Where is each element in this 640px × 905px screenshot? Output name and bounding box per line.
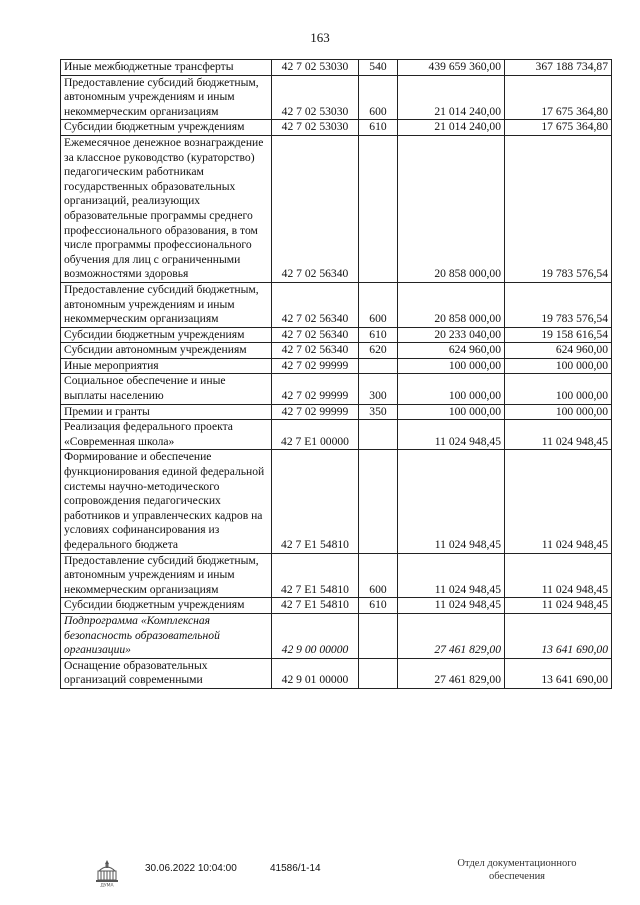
row-executed-amount-cell: 11 024 948,45 [505, 553, 612, 598]
row-code-cell: 42 7 E1 54810 [272, 553, 359, 598]
row-name-cell: Субсидии бюджетным учреждениям [61, 327, 272, 343]
row-approved-amount-cell: 20 858 000,00 [398, 135, 505, 282]
table-row [61, 60, 612, 76]
row-executed-amount-cell: 624 960,00 [505, 343, 612, 359]
row-code-cell: 42 7 E1 54810 [272, 598, 359, 614]
table-row [61, 658, 612, 688]
row-expense-type-cell: 300 [359, 374, 398, 404]
row-expense-type-cell [359, 658, 398, 688]
row-executed-amount-cell: 17 675 364,80 [505, 75, 612, 120]
table-row [61, 282, 612, 327]
row-name-cell: Оснащение образовательных организаций современными [61, 658, 272, 688]
duma-logo-icon [92, 857, 122, 887]
row-expense-type-cell: 600 [359, 553, 398, 598]
row-approved-amount-cell: 624 960,00 [398, 343, 505, 359]
row-code-cell: 42 7 02 56340 [272, 327, 359, 343]
row-expense-type-cell [359, 135, 398, 282]
table-row [61, 75, 612, 120]
row-expense-type-cell: 610 [359, 120, 398, 136]
row-name-cell: Субсидии автономным учреждениям [61, 343, 272, 359]
row-expense-type-cell: 540 [359, 60, 398, 76]
row-name-cell: Субсидии бюджетным учреждениям [61, 120, 272, 136]
document-id: 41586/1-14 [270, 863, 321, 874]
row-approved-amount-cell: 11 024 948,45 [398, 420, 505, 450]
table-row [61, 420, 612, 450]
row-name-cell: Субсидии бюджетным учреждениям [61, 598, 272, 614]
row-code-cell: 42 7 02 53030 [272, 75, 359, 120]
table-row [61, 553, 612, 598]
row-executed-amount-cell: 19 783 576,54 [505, 282, 612, 327]
row-expense-type-cell [359, 613, 398, 658]
row-expense-type-cell [359, 358, 398, 374]
row-executed-amount-cell: 19 783 576,54 [505, 135, 612, 282]
row-code-cell: 42 7 02 99999 [272, 404, 359, 420]
row-executed-amount-cell: 100 000,00 [505, 374, 612, 404]
row-executed-amount-cell: 11 024 948,45 [505, 450, 612, 553]
row-code-cell: 42 9 01 00000 [272, 658, 359, 688]
row-expense-type-cell [359, 420, 398, 450]
row-approved-amount-cell: 11 024 948,45 [398, 598, 505, 614]
row-expense-type-cell: 620 [359, 343, 398, 359]
row-name-cell: Премии и гранты [61, 404, 272, 420]
row-approved-amount-cell: 439 659 360,00 [398, 60, 505, 76]
row-code-cell: 42 9 00 00000 [272, 613, 359, 658]
row-name-cell: Ежемесячное денежное вознаграждение за классное руководство (кураторство) педагогическим работникам государственных образовательных организаций, реализующих образовательные программы среднего профессионального образования, в том числе программы профессионального обучения для лиц с ограниченными возможностями здоровья [61, 135, 272, 282]
row-code-cell: 42 7 02 99999 [272, 358, 359, 374]
table-row [61, 450, 612, 553]
row-name-cell: Предоставление субсидий бюджетным, автономным учреждениям и иным некоммерческим организациям [61, 282, 272, 327]
row-approved-amount-cell: 100 000,00 [398, 404, 505, 420]
page-number: 163 [310, 30, 330, 45]
budget-table [60, 59, 612, 689]
row-name-cell: Предоставление субсидий бюджетным, автономным учреждениям и иным некоммерческим организациям [61, 553, 272, 598]
row-approved-amount-cell: 27 461 829,00 [398, 613, 505, 658]
row-expense-type-cell: 600 [359, 282, 398, 327]
row-name-cell: Иные мероприятия [61, 358, 272, 374]
row-code-cell: 42 7 02 56340 [272, 282, 359, 327]
department-line-1: Отдел документационного [457, 858, 577, 869]
row-name-cell: Иные межбюджетные трансферты [61, 60, 272, 76]
timestamp: 30.06.2022 10:04:00 [145, 863, 237, 874]
row-name-cell: Формирование и обеспечение функционирования единой федеральной системы научно-методического сопровождения педагогических работников и управленческих кадров на условиях софинансирования из федерального бюджета [61, 450, 272, 553]
row-expense-type-cell: 610 [359, 327, 398, 343]
row-executed-amount-cell: 11 024 948,45 [505, 420, 612, 450]
row-executed-amount-cell: 19 158 616,54 [505, 327, 612, 343]
row-code-cell: 42 7 02 53030 [272, 120, 359, 136]
table-row [61, 120, 612, 136]
row-approved-amount-cell: 21 014 240,00 [398, 120, 505, 136]
row-name-cell: Предоставление субсидий бюджетным, автономным учреждениям и иным некоммерческим организациям [61, 75, 272, 120]
row-expense-type-cell [359, 450, 398, 553]
row-approved-amount-cell: 21 014 240,00 [398, 75, 505, 120]
row-approved-amount-cell: 100 000,00 [398, 374, 505, 404]
row-code-cell: 42 7 02 56340 [272, 135, 359, 282]
row-executed-amount-cell: 13 641 690,00 [505, 613, 612, 658]
row-approved-amount-cell: 27 461 829,00 [398, 658, 505, 688]
row-name-cell: Социальное обеспечение и иные выплаты населению [61, 374, 272, 404]
department-line-2: обеспечения [488, 871, 546, 882]
row-executed-amount-cell: 11 024 948,45 [505, 598, 612, 614]
department-stamp [442, 857, 592, 883]
row-name-cell: Подпрограмма «Комплексная безопасность образовательной организации» [61, 613, 272, 658]
row-executed-amount-cell: 100 000,00 [505, 358, 612, 374]
table-row [61, 374, 612, 404]
table-row [61, 343, 612, 359]
row-expense-type-cell: 350 [359, 404, 398, 420]
logo-text: ДУМА [100, 883, 114, 887]
row-approved-amount-cell: 20 233 040,00 [398, 327, 505, 343]
row-executed-amount-cell: 100 000,00 [505, 404, 612, 420]
row-code-cell: 42 7 02 53030 [272, 60, 359, 76]
row-approved-amount-cell: 11 024 948,45 [398, 450, 505, 553]
row-executed-amount-cell: 17 675 364,80 [505, 120, 612, 136]
table-row [61, 358, 612, 374]
table-row [61, 598, 612, 614]
row-approved-amount-cell: 20 858 000,00 [398, 282, 505, 327]
table-row [61, 404, 612, 420]
table-row [61, 135, 612, 282]
row-expense-type-cell: 610 [359, 598, 398, 614]
table-row [61, 327, 612, 343]
row-code-cell: 42 7 02 56340 [272, 343, 359, 359]
row-approved-amount-cell: 11 024 948,45 [398, 553, 505, 598]
row-code-cell: 42 7 02 99999 [272, 374, 359, 404]
footer [0, 857, 640, 897]
row-executed-amount-cell: 367 188 734,87 [505, 60, 612, 76]
row-name-cell: Реализация федерального проекта «Современная школа» [61, 420, 272, 450]
row-expense-type-cell: 600 [359, 75, 398, 120]
row-code-cell: 42 7 E1 00000 [272, 420, 359, 450]
row-approved-amount-cell: 100 000,00 [398, 358, 505, 374]
row-executed-amount-cell: 13 641 690,00 [505, 658, 612, 688]
table-row [61, 613, 612, 658]
row-code-cell: 42 7 E1 54810 [272, 450, 359, 553]
